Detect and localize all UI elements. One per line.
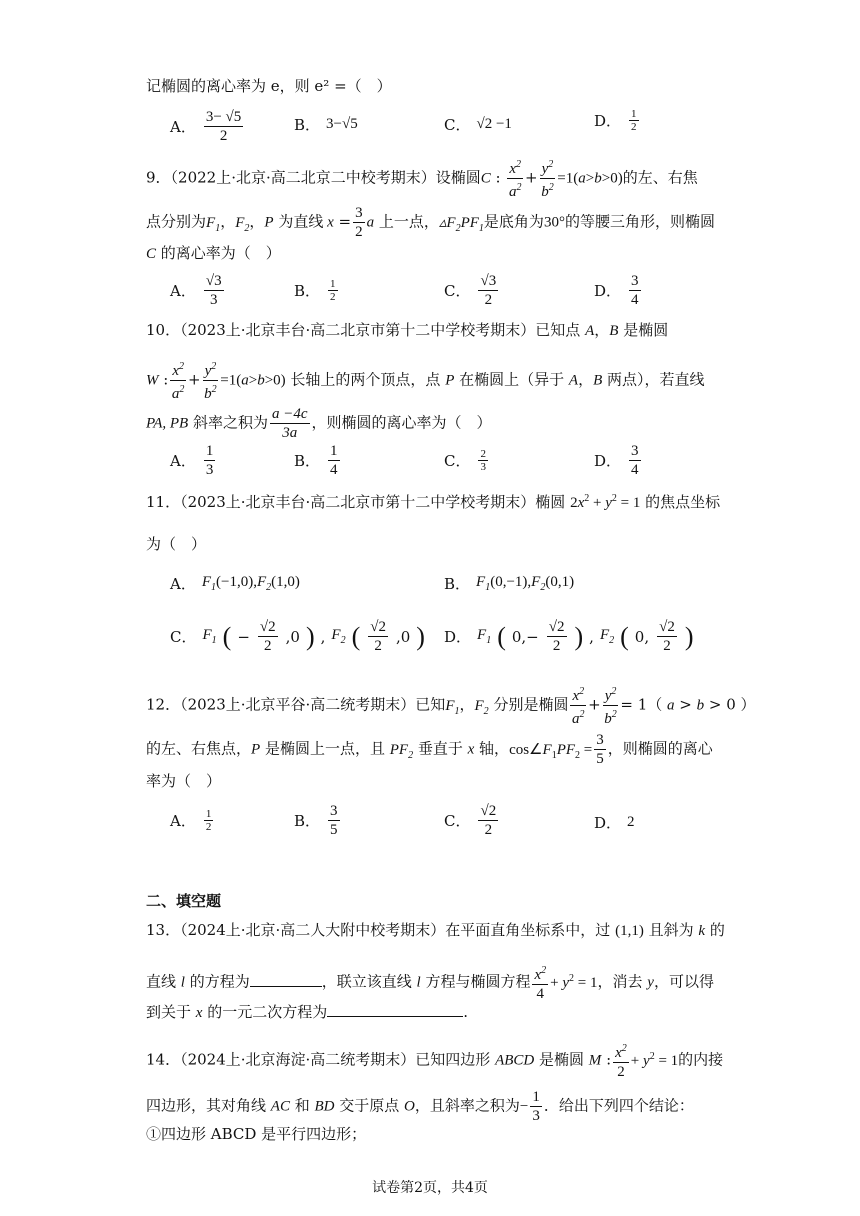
q14-line-1: 14．（2024上·北京海淀·高二统考期末）已知四边形 ABCD 是椭圆 M : $\frac{x^2}{2}$ + $y^2 = 1$的内接	[146, 1040, 723, 1081]
q9-line-3: C 的离心率为（ ）	[146, 244, 281, 262]
q9-line-2: 点分别为$F_1$，$F_2$，P 为直线 x = $\frac{3}{2}$ a 上一点，$▵F_2PF_1$是底角为30°的等腰三角形，则椭圆	[146, 205, 715, 240]
page-footer: 试卷第2页，共4页	[372, 1180, 488, 1196]
q9-option-a[interactable]: A． $\frac{√3}{3}$	[170, 273, 222, 308]
answer-blank-2[interactable]	[327, 1016, 463, 1017]
q12-line-3: 率为（ ）	[146, 772, 222, 790]
section-heading: 二、填空题	[146, 892, 222, 910]
q10-option-b[interactable]: B． $\frac{1}{4}$	[294, 443, 338, 478]
q10-line-1: 10．（2023上·北京丰台·高二北京市第十二中学校考期末）已知点 A，B 是椭圆	[146, 321, 669, 339]
q8-stem-text: 记椭圆的离心率为 e，则 e² =（ ）	[146, 77, 392, 95]
q11-option-b[interactable]: B． $F_1(0,-1),F_2(0,1)$	[444, 574, 575, 593]
q9-option-b[interactable]: B． $\frac{1}{2}$	[294, 278, 336, 303]
q8-option-d[interactable]: D． $\frac{1}{2}$	[594, 108, 637, 133]
q8-option-b[interactable]: B． 3−√5	[294, 116, 358, 134]
q8-option-a[interactable]: A． $\frac{3- √5}{2}$	[170, 109, 242, 144]
q12-option-c[interactable]: C． $\frac{√2}{2}$	[444, 803, 497, 838]
q13-line-2: 直线 l 的方程为 ，联立该直线 l 方程与椭圆方程 $\frac{x^2}{4}$ + $y^2 = 1$，消去 y，可以得	[146, 962, 714, 1003]
q10-line-3: PA, PB 斜率之积为 $\frac{a -4c}{3a}$ ，则椭圆的离心率为（ ）	[146, 406, 492, 441]
q14-line-3: ①四边形 ABCD 是平行四边形；	[146, 1125, 367, 1143]
q10-option-a[interactable]: A． $\frac{1}{3}$	[170, 443, 214, 478]
q11-option-c[interactable]: C． $F_1$ ( − $\frac{√2}{2}$ ,0 ) , $F_2$ ( $\frac{√2}{2}$ ,0 )	[170, 619, 425, 654]
q10-option-d[interactable]: D． $\frac{3}{4}$	[594, 443, 639, 478]
q13-line-3: 到关于 x 的一元二次方程为 .	[146, 1003, 469, 1021]
q11-line-2: 为（ ）	[146, 535, 207, 553]
q11-option-d[interactable]: D． $F_1$ ( 0,− $\frac{√2}{2}$ ) , $F_2$ ( 0, $\frac{√2}{2}$ )	[444, 619, 694, 654]
q12-option-b[interactable]: B． $\frac{3}{5}$	[294, 803, 338, 838]
q12-option-a[interactable]: A． $\frac{1}{2}$	[170, 808, 212, 833]
q11-line-1: 11．（2023上·北京丰台·高二北京市第十二中学校考期末）椭圆 $2x^2 + y^2 = 1$ 的焦点坐标	[146, 493, 721, 511]
q11-option-a[interactable]: A． $F_1(-1,0),F_2(1,0)$	[170, 574, 300, 593]
q9-option-c[interactable]: C． $\frac{√3}{2}$	[444, 273, 497, 308]
q14-line-2: 四边形，其对角线 AC 和 BD 交于原点 O，且斜率之积为− $\frac{1}{3}$ ．给出下列四个结论：	[146, 1089, 694, 1124]
q10-option-c[interactable]: C． $\frac{2}{3}$	[444, 448, 486, 473]
q12-option-d[interactable]: D． 2	[594, 814, 635, 832]
q8-stem	[146, 76, 392, 96]
q9-option-d[interactable]: D． $\frac{3}{4}$	[594, 273, 639, 308]
q9-line-1: 9．（2022上·北京·高二北京二中校考期末）设椭圆C : $\frac{x^2}{a^2}$ + $\frac{y^2}{b^2}$ =1(a>b>0)的左、右焦	[146, 156, 698, 201]
q10-line-2: W : $\frac{x^2}{a^2}$ + $\frac{y^2}{b^2}$ =1(a>b>0) 长轴上的两个顶点，点 P 在椭圆上（异于 A，B 两点），若直线	[146, 358, 705, 403]
q8-option-c[interactable]: C． √2 −1	[444, 116, 512, 134]
q13-line-1: 13．（2024上·北京·高二人大附中校考期末）在平面直角坐标系中，过 (1,1) 且斜为 k 的	[146, 921, 725, 939]
q12-line-1: 12．（2023上·北京平谷·高二统考期末）已知$F_1$，$F_2$ 分别是椭圆 $\frac{x^2}{a^2}$ + $\frac{y^2}{b^2}$ = 1（ a > b > 0 ）	[146, 683, 756, 728]
answer-blank-1[interactable]	[250, 986, 322, 987]
q12-line-2: 的左、右焦点，P 是椭圆上一点，且 $PF_2$ 垂直于 x 轴，$\cos\angle F_1PF_2$ = $\frac{3}{5}$ ，则椭圆的离心	[146, 732, 713, 767]
